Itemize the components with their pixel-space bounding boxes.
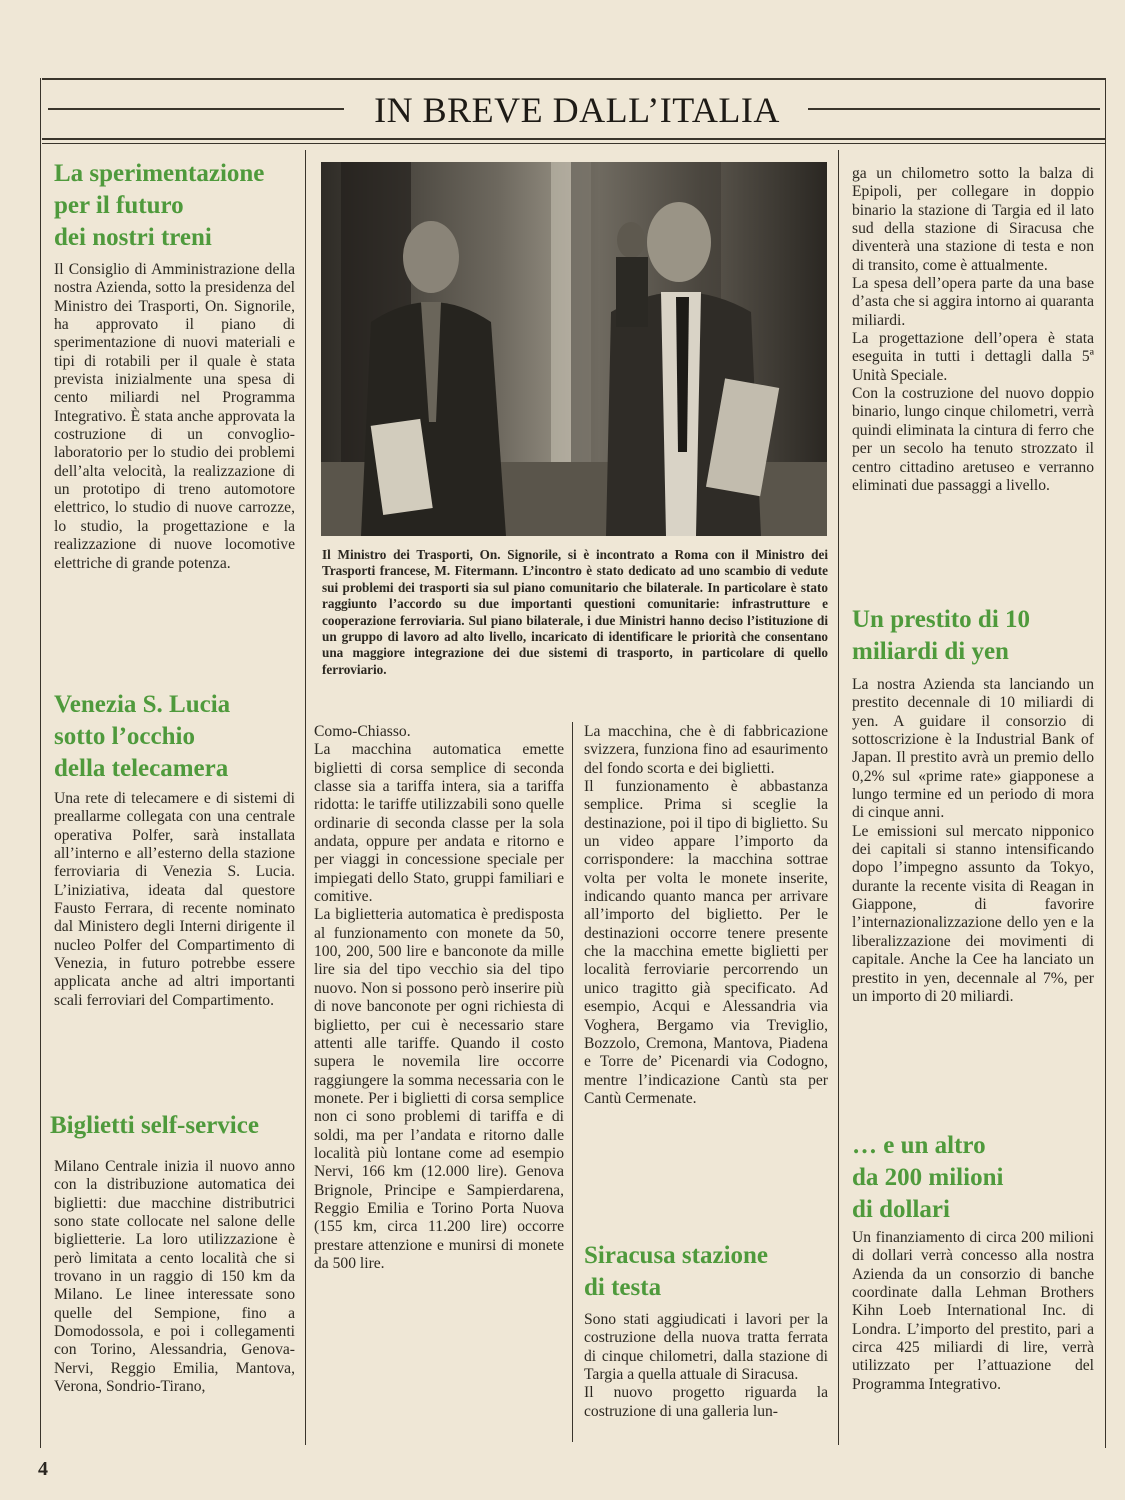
column-divider	[838, 150, 839, 1445]
column-divider	[1105, 78, 1106, 1448]
article-paragraph: Milano Centrale inizia il nuovo anno con la distribuzione automatica dei biglietti: due macchine distributrici sono state collocate nel salone delle biglietterie. La loro utilizzazione è però limitata a cento località che si trovano in un raggio di 150 km da Milano. Le linee interessate sono quelle del Sempione, fino a Domodossola, e poi i collegamenti con Torino, Alessandria, Genova-Nervi, Reggio Emilia, Mantova, Verona, Sondrio-Tirano,	[54, 1158, 295, 1396]
article-paragraph: Le emissioni sul mercato nipponico dei capitali si stanno intensificando dopo l’impegno assunto da Tokyo, durante la recente visita di Reagan in Giappone, di favorire l’internazionalizzazione dello yen e la liberalizzazione dei movimenti di capitale. Anche la Cee ha lanciato un prestito in yen, decennale al 7%, per un importo di 20 miliardi.	[852, 822, 1094, 1005]
article-paragraph: La macchina, che è di fabbricazione svizzera, funziona fino ad esaurimento del fondo scorta e dei biglietti.	[584, 723, 828, 777]
column-divider	[572, 722, 573, 1442]
article-paragraph: Un finanziamento di circa 200 milioni di dollari verrà concesso alla nostra Azienda da un consorzio di banche coordinate dalla Lehman Brothers Kihn Loeb International Inc. di Londra. L’importo del prestito, pari a circa 425 miliardi di lire, verrà utilizzato per l’attuazione del Programma Integrativo.	[852, 1229, 1094, 1393]
article-paragraph: Il nuovo progetto riguarda la costruzione di una galleria lun-	[584, 1384, 828, 1420]
headline-sperimentazione: La sperimentazione per il futuro dei nostri treni	[54, 160, 265, 251]
bottom-header-rule	[42, 138, 1105, 140]
section-title: IN BREVE DALL’ITALIA	[374, 90, 780, 130]
article-siracusa-body-col4	[852, 165, 1094, 495]
headline-siracusa: Siracusa stazione di testa	[584, 1242, 769, 1301]
column-divider	[305, 150, 306, 1445]
article-paragraph: Una rete di telecamere e di sistemi di preallarme collegata con una centrale operativa Polfer, sarà installata all’interno e all’esterno della stazione ferroviaria di Venezia S. Lucia. L’iniziativa, ideata dal questore Fausto Ferrara, di recente nominato dal Ministero degli Interni dirigente il nucleo Polfer del Compartimento di Venezia, in futuro potrebbe essere applicata anche ad altri importanti scali ferroviari del Compartimento.	[54, 790, 295, 1009]
article-venezia-body	[54, 790, 295, 1010]
article-dollari-body	[852, 1229, 1094, 1394]
column-divider	[40, 78, 41, 1448]
article-paragraph: Il funzionamento è abbastanza semplice. Prima si sceglie la destinazione, poi il tipo di biglietto. Su un video appare l’importo da corrispondere: la macchina sottrae volta per volta le monete inserite, indicando quanto manca per arrivare all’importo del biglietto. Per le destinazioni occorre tenere presente che la macchina emette biglietti per località ferroviarie percorrendo un unico tragitto già specificato. Ad esempio, Acqui e Alessandria via Voghera, Bergamo via Treviglio, Bozzolo, Cremona, Mantova, Piadena e Torre de’ Picenardi via Codogno, mentre l’indicazione Cantù sta per Cantù Cermenate.	[584, 778, 828, 1107]
headline-venezia: Venezia S. Lucia sotto l’occhio della telecamera	[54, 691, 231, 782]
article-paragraph: Il Consiglio di Amministrazione della nostra Azienda, sotto la presidenza del Ministro dei Trasporti, On. Signorile, ha approvato il piano di sperimentazione di nuovi materiali e tipi di rotabili per il quale è stata prevista inizialmente una spesa di cento miliardi nel Programma Integrativo. È stata anche approvata la costruzione di un convoglio-laboratorio per lo studio dei problemi dell’alta velocità, la realizzazione di un prototipo di treno automotore elettrico, lo studio di nuove carrozze, lo studio, la progettazione e la realizzazione di nuove locomotive elettriche di grande potenza.	[54, 261, 295, 572]
article-paragraph: La progettazione dell’opera è stata eseguita in tutti i dettagli dalla 5ª Unità Speciale.	[852, 330, 1094, 384]
bottom-header-rule-2	[42, 143, 1105, 144]
article-paragraph: La nostra Azienda sta lanciando un prestito decennale di 10 miliardi di yen. A guidare il consorzio di sottoscrizione è la Industrial Bank of Japan. Il prestito avrà un premio dello 0,2% sul «prime rate» giapponese a lungo termine ed un periodo di mora di cinque anni.	[852, 676, 1094, 822]
article-biglietti-body-col2	[314, 723, 564, 1273]
article-sperimentazione-body	[54, 261, 295, 573]
article-paragraph: Con la costruzione del nuovo doppio binario, lungo cinque chilometri, verrà quindi eliminata la cintura di ferro che per un secolo ha tenuto strozzato il centro cittadino aretuseo e verranno eliminati due passaggi a livello.	[852, 385, 1094, 494]
article-paragraph: La spesa dell’opera parte da una base d’asta che si aggira intorno ai quaranta miliardi.	[852, 275, 1094, 329]
article-paragraph: Sono stati aggiudicati i lavori per la costruzione della nuova tratta ferrata di cinque chilometri, dalla stazione di Targia a quella attuale di Siracusa.	[584, 1311, 828, 1384]
photo-ministers	[321, 162, 827, 536]
headline-prestito: Un prestito di 10 miliardi di yen	[852, 606, 1031, 665]
top-rule	[42, 78, 1105, 80]
article-biglietti-body-col1	[54, 1158, 295, 1396]
article-paragraph: La macchina automatica emette biglietti di corsa semplice di seconda classe sia a tariffa intera, sia a tariffa ridotta: le tariffe utilizzabili sono quelle ordinarie di seconda classe per la sola andata, oppure per andata e ritorno e per viaggi in concessione speciale per impiegati dello Stato, gruppi familiari e comitive.	[314, 741, 564, 906]
headline-biglietti: Biglietti self-service	[50, 1112, 259, 1139]
article-biglietti-body-col3	[584, 723, 828, 1108]
headline-dollari: … e un altro da 200 milioni di dollari	[852, 1132, 1004, 1223]
header-rule-right	[808, 108, 1100, 110]
article-paragraph: ga un chilometro sotto la balza di Epipoli, per collegare in doppio binario la stazione di Targia ed il lato sud della stazione di Siracusa che diventerà una stazione di testa e non di transito, come è attualmente.	[852, 165, 1094, 274]
page-number: 4	[38, 1458, 48, 1480]
article-siracusa-body-col3	[584, 1311, 828, 1421]
article-paragraph: Como-Chiasso.	[314, 723, 411, 740]
header-rule-left	[48, 108, 344, 110]
photo-illustration	[321, 162, 827, 536]
photo-caption: Il Ministro dei Trasporti, On. Signorile, si è incontrato a Roma con il Ministro dei Trasporti francese, M. Fitermann. L’incontro è stato dedicato ad uno scambio di vedute sui problemi dei trasporti sia sul piano comunitario che bilaterale. In particolare è stato raggiunto l’accordo su due importanti questioni comunitarie: infrastrutture e cooperazione ferroviaria. Sul piano bilaterale, i due Ministri hanno deciso l’istituzione di un gruppo di lavoro ad alto livello, incaricato di identificare le priorità che consentano una maggiore integrazione dei due sistemi di trasporto, in particolare di quello ferroviario.	[322, 547, 828, 677]
article-paragraph: La biglietteria automatica è predisposta al funzionamento con monete da 50, 100, 200, 500 lire e banconote da mille lire sia del tipo vecchio sia del tipo nuovo. Non si possono però inserire più di nove banconote per ogni richiesta di biglietto, per cui è necessario stare attenti alle tariffe. Quando il costo supera le novemila lire occorre raggiungere la somma necessaria con le monete. Per i biglietti di corsa semplice non ci sono problemi di tariffa e di soldi, ma per l’andata e ritorno dalle località più lontane come ad esempio Nervi, 166 km (12.000 lire). Genova Brignole, Principe e Sampierdarena, Reggio Emilia e Torino Porta Nuova (155 km, circa 11.200 lire) occorre prestare attenzione e munirsi di monete da 500 lire.	[314, 906, 564, 1272]
article-prestito-body	[852, 676, 1094, 1006]
